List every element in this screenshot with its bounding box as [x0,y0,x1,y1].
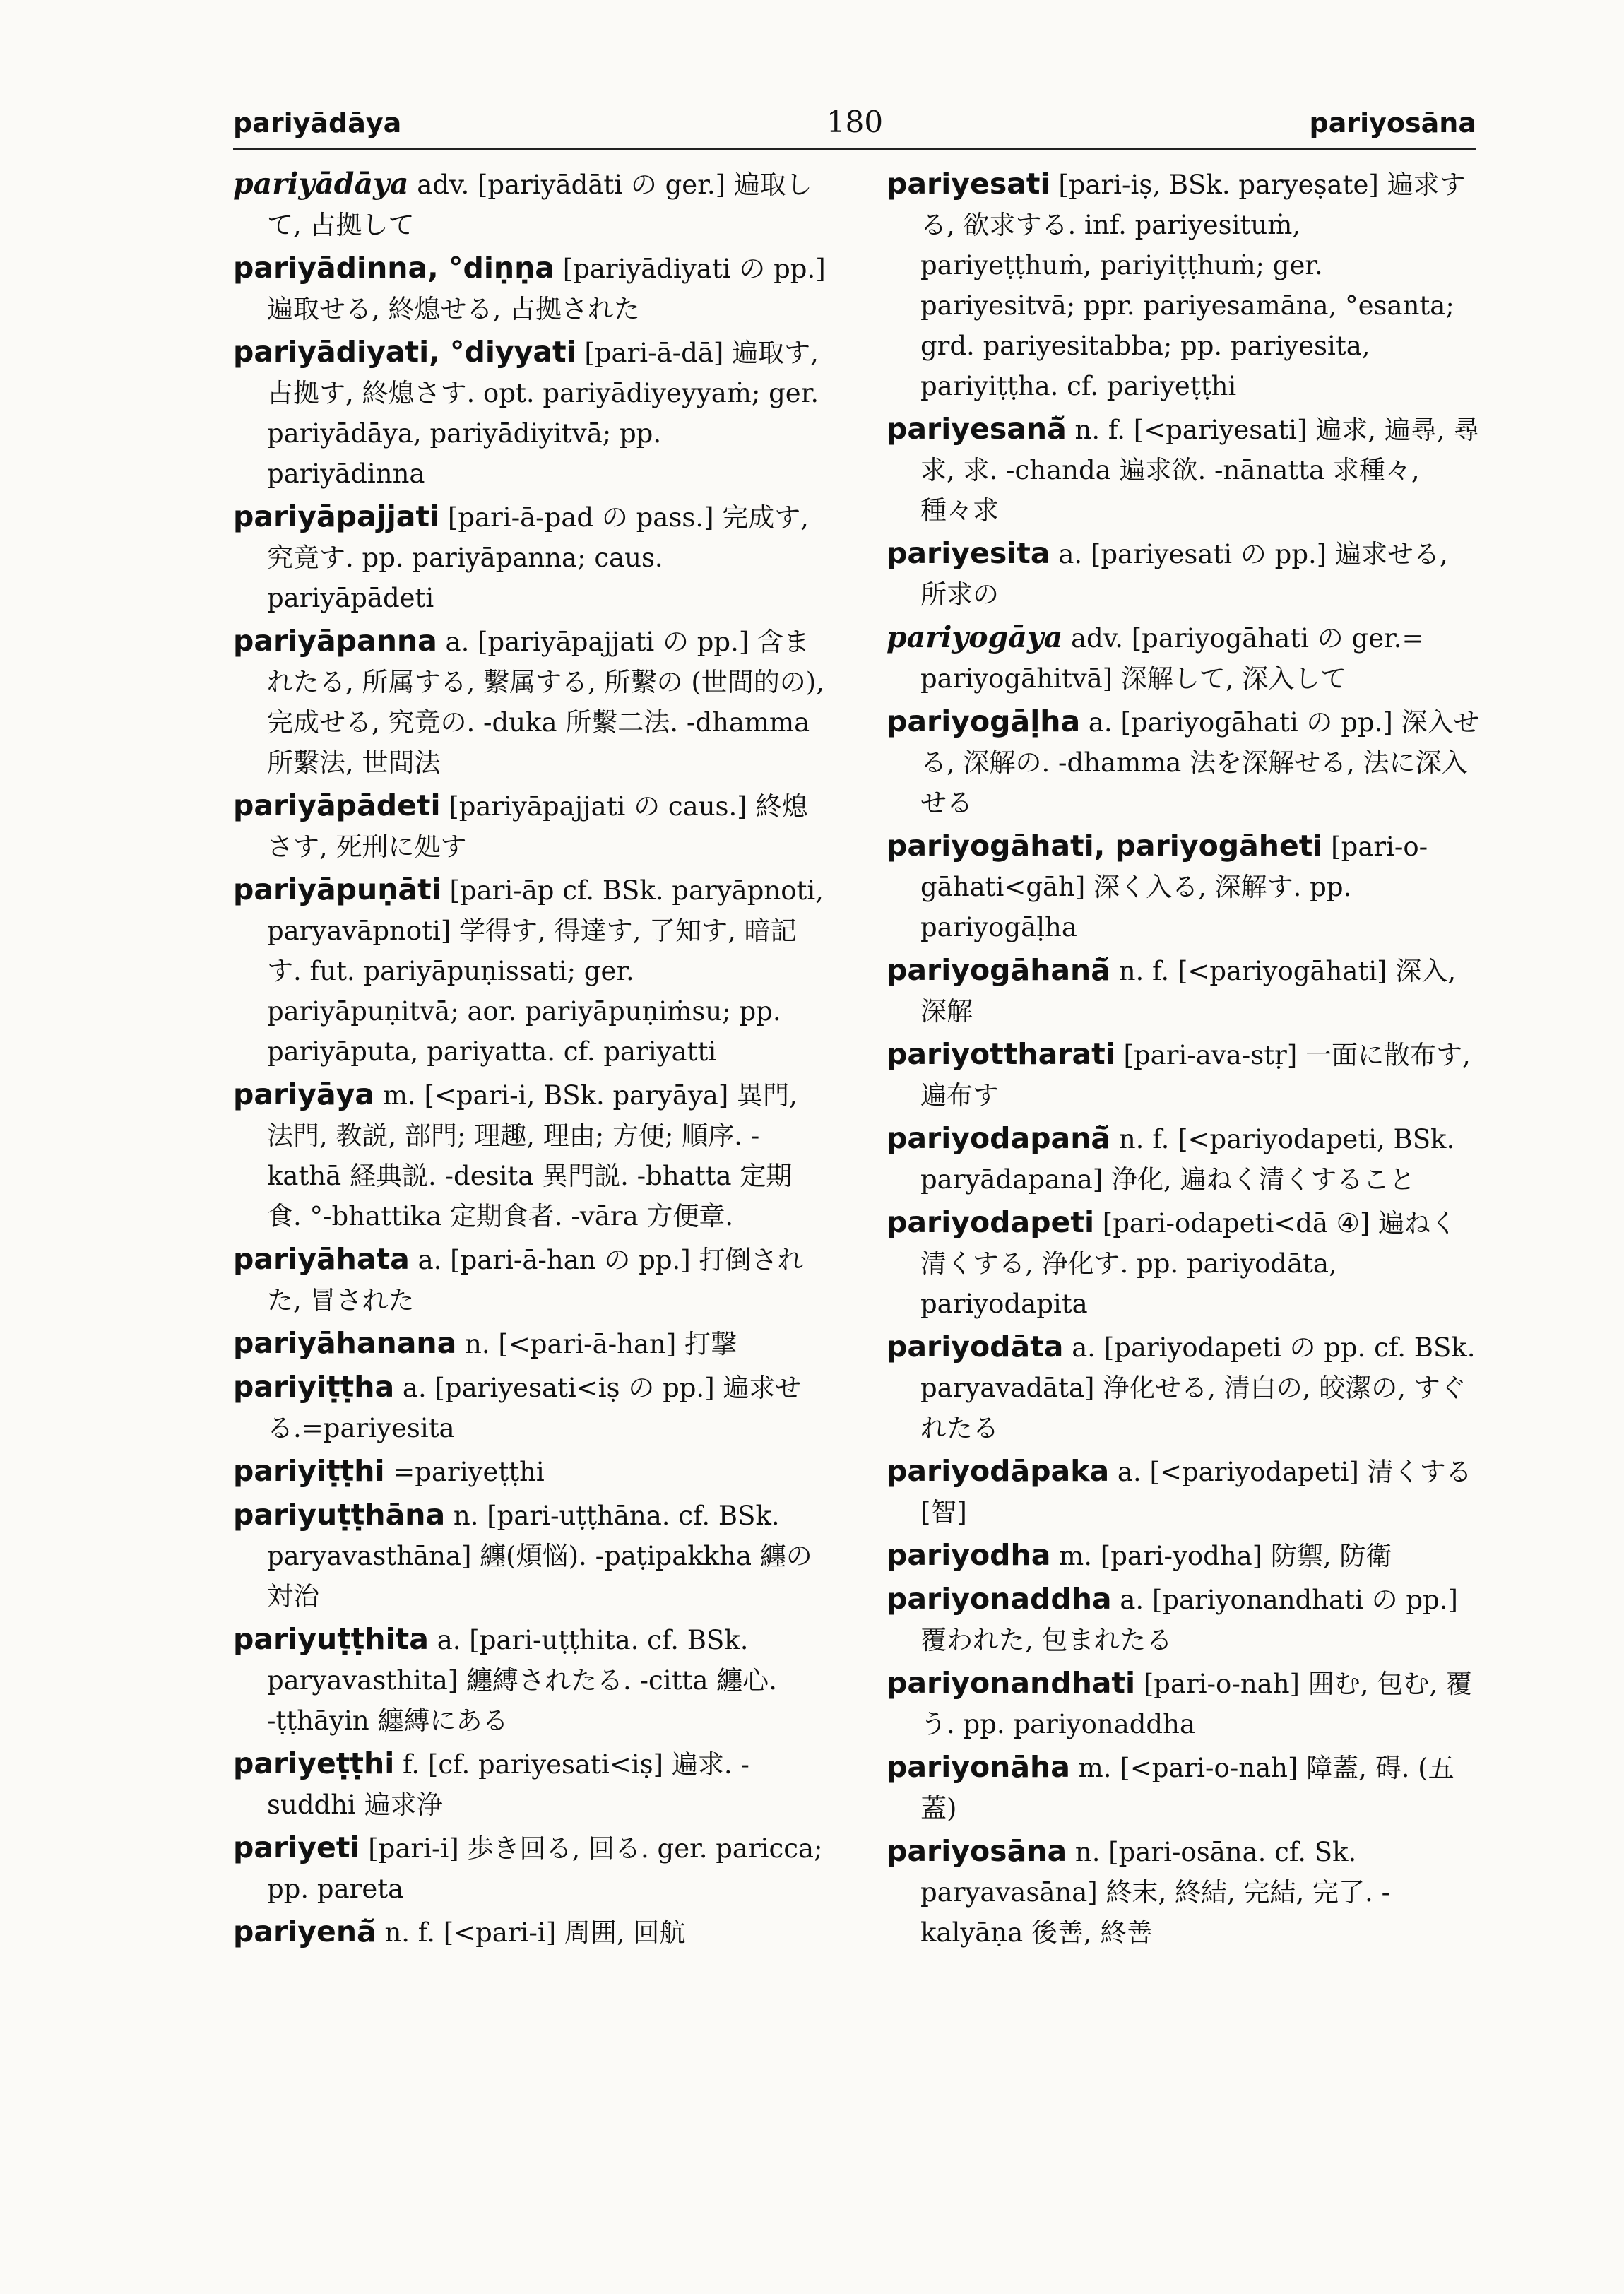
entry-headword: pariyāhanana [233,1326,457,1360]
entry-headword: pariyesita [887,536,1050,570]
entry-headword: pariyodāpaka [887,1454,1110,1488]
entry-headword: pariyiṭṭha [233,1370,395,1404]
entry-headword: pariyuṭṭhāna [233,1498,446,1532]
entry-definition: [pari-o-nah] 囲む, 包む, 覆う. pp. pariyonaddha [920,1669,1472,1739]
entry-headword: pariyāya [233,1077,375,1111]
running-head-right: pariyosāna [1309,107,1476,138]
entry-headword: pariyonaddha [887,1582,1112,1616]
dictionary-entry [233,164,826,245]
dictionary-entry [233,1323,826,1364]
left-column [233,164,826,1956]
entry-headword: pariyenā̆ [233,1915,377,1949]
entry-definition: m. [<pari-i, BSk. paryāya] 異門, 法門, 教説, 部門; 理趣, 理由; 方便; 順序. -kathā 経典説. -desita 異門説. -bhatta 定期食. °-bhattika 定期食者. -vāra 方便章. [267,1080,798,1231]
dictionary-entry [233,1239,826,1320]
entry-definition: n. [<pari-ā-han] 打撃 [465,1329,737,1359]
dictionary-entry [887,1118,1480,1200]
dictionary-entry [887,702,1480,823]
dictionary-entry [233,1619,826,1741]
entry-definition: =pariyeṭṭhi [393,1457,545,1487]
entry-headword: pariyonandhati [887,1666,1136,1700]
dictionary-entry [887,1451,1480,1532]
entry-definition: a. [pariyesati<iṣ の pp.] 遍求せる.=pariyesita [267,1373,802,1443]
dictionary-entry [887,1747,1480,1828]
entry-headword: pariyeṭṭhi [233,1746,395,1780]
entry-definition: a. [<pariyodapeti] 清くする[智] [920,1457,1472,1527]
entry-definition: a. [pariyesati の pp.] 遍求せる, 所求の [920,539,1448,610]
dictionary-entry [233,1912,826,1953]
entry-headword: pariyodāta [887,1330,1064,1364]
entry-definition: [pari-ava-stṛ] 一面に散布す, 遍布す [920,1040,1471,1111]
entry-headword: pariyonāha [887,1750,1070,1784]
entry-headword: pariyāhata [233,1242,410,1276]
entry-definition: adv. [pariyogāhati の ger.= pariyogāhitvā] 深解して, 深入して [920,623,1424,694]
dictionary-entry [887,409,1480,531]
entry-headword: pariyāpuṇāti [233,873,441,906]
dictionary-entry [887,1034,1480,1116]
entry-definition: a. [pari-uṭṭhita. cf. BSk. paryavasthita] 纏縛されたる. -citta 纏心. -ṭṭhāyin 纏縛にある [267,1625,777,1736]
dictionary-entry [887,164,1480,406]
dictionary-entry [887,1535,1480,1576]
page-number: 180 [826,105,884,139]
entry-definition: n. f. [<pariyesati] 遍求, 遍尋, 尋求, 求. -chanda 遍求欲. -nānatta 求種々, 種々求 [920,415,1480,526]
entry-definition: a. [pariyodapeti の pp. cf. BSk. paryavadāta] 浄化せる, 清白の, 皎潔の, すぐれたる [920,1332,1476,1443]
entry-definition: [pari-i] 歩き回る, 回る. ger. paricca; pp. pareta [267,1833,823,1904]
entry-definition: [pari-ā-pad の pass.] 完成す, 究竟す. pp. pariyāpanna; caus. pariyāpādeti [267,502,810,613]
entry-headword: pariyogāḷha [887,704,1081,738]
entry-headword: pariyāpajjati [233,499,440,533]
dictionary-entry [233,1828,826,1909]
entry-headword: pariyosāna [887,1834,1067,1868]
entry-headword: pariyādiyati, °diyyati [233,335,576,369]
entry-definition: m. [pari-yodha] 防禦, 防衛 [1059,1541,1392,1571]
entry-headword: pariyogāya [887,620,1063,654]
dictionary-entry [233,248,826,329]
entry-definition: adv. [pariyādāti の ger.] 遍取して, 占拠して [267,170,812,240]
entry-definition: a. [pariyāpajjati の pp.] 含まれたる, 所属する, 繫属する, 所繫の (世間的の), 完成せる, 究竟の. -duka 所繫二法. -dhamma 所繫法, 世間法 [267,627,824,778]
entry-definition: m. [<pari-o-nah] 障蓋, 碍. (五蓋) [920,1753,1454,1823]
entry-headword: pariyāpādeti [233,788,441,822]
dictionary-entry [887,1663,1480,1744]
entry-headword: pariyodha [887,1538,1051,1572]
dictionary-entry [233,1744,826,1825]
dictionary-entry [887,1327,1480,1448]
entry-definition: [pari-ā-dā] 遍取す, 占拠す, 終熄さす. opt. pariyādiyeyyaṁ; ger. pariyādāya, pariyādiyitvā; pp. pariyādinna [267,338,819,489]
running-head-left: pariyādāya [233,107,402,138]
dictionary-entry [887,533,1480,615]
dictionary-entry [233,1451,826,1492]
entry-definition: [pari-o-gāhati<gāh] 深く入る, 深解す. pp. pariyogāḷha [920,832,1428,942]
entry-headword: pariyesanā̆ [887,412,1067,446]
entry-headword: pariyogāhati, pariyogāheti [887,829,1323,863]
entry-definition: [pari-odapeti<dā ④] 遍ねく清くする, 浄化す. pp. pariyodāta, pariyodapita [920,1208,1457,1319]
entry-headword: pariyottharati [887,1037,1115,1071]
dictionary-entry [233,1075,826,1236]
dictionary-entry [233,497,826,618]
dictionary-entry [233,621,826,783]
entry-headword: pariyesati [887,167,1050,201]
dictionary-entry [233,786,826,867]
entry-definition: [pariyāpajjati の caus.] 終熄さす, 死刑に処す [267,791,808,862]
entry-definition: n. f. [<pari-i] 周囲, 回航 [384,1917,686,1948]
entry-definition: n. [pari-uṭṭhāna. cf. BSk. paryavasthāna] 纏(煩悩). -paṭipakkha 纏の対治 [267,1501,812,1612]
entry-definition: a. [pariyonandhati の pp.] 覆われた, 包まれたる [920,1585,1458,1655]
entry-headword: pariyeti [233,1831,360,1864]
entry-headword: pariyodapeti [887,1205,1095,1239]
entry-headword: pariyogāhanā̆ [887,953,1110,987]
dictionary-entry [887,1579,1480,1660]
dictionary-entry [233,332,826,494]
dictionary-entry [233,1367,826,1448]
entry-headword: pariyāpanna [233,624,437,658]
entry-definition: [pari-āp cf. BSk. paryāpnoti, paryavāpnoti] 学得す, 得達す, 了知す, 暗記す. fut. pariyāpuṇissati; ger. pariyāpuṇitvā; aor. pariyāpuṇiṁsu; pp. pariyāputa, pariyatta. cf. pariyatti [267,875,824,1067]
entry-definition: a. [pariyogāhati の pp.] 深入せる, 深解の. -dhamma 法を深解せる, 法に深入せる [920,707,1480,818]
dictionary-entry [887,1831,1480,1953]
entry-headword: pariyādinna, °diṇṇa [233,251,555,285]
entry-definition: f. [cf. pariyesati<iṣ] 遍求. -suddhi 遍求浄 [267,1749,749,1820]
entry-definition: n. f. [<pariyodapeti, BSk. paryādapana] 浄化, 遍ねく清くすること [920,1124,1455,1195]
dictionary-entry [233,1495,826,1616]
entry-definition: [pari-iṣ, BSk. paryeṣate] 遍求する, 欲求する. inf. pariyesituṁ, pariyeṭṭhuṁ, pariyiṭṭhuṁ; ger. pariyesitvā; ppr. pariyesamāna, °esanta; grd. pariyesitabba; pp. pariyesita, pariyiṭṭha. cf. pariyeṭṭhi [920,170,1466,401]
right-column [887,164,1480,1956]
entry-headword: pariyodapanā̆ [887,1121,1111,1155]
dictionary-entry [887,617,1480,699]
dictionary-entry [887,1202,1480,1324]
entry-headword: pariyiṭṭhi [233,1454,385,1488]
entry-definition: n. f. [<pariyogāhati] 深入, 深解 [920,956,1457,1027]
dictionary-entry [887,950,1480,1031]
dictionary-entry [887,826,1480,947]
dictionary-entry [233,870,826,1072]
entry-definition: n. [pari-osāna. cf. Sk. paryavasāna] 終末, 終結, 完結, 完了. -kalyāṇa 後善, 終善 [920,1837,1391,1948]
entry-headword: pariyādāya [233,167,409,201]
entry-headword: pariyuṭṭhita [233,1622,429,1656]
entry-definition: [pariyādiyati の pp.] 遍取せる, 終熄せる, 占拠された [267,254,826,324]
page-header [233,105,1476,150]
entry-definition: a. [pari-ā-han の pp.] 打倒された, 冒された [267,1245,804,1315]
